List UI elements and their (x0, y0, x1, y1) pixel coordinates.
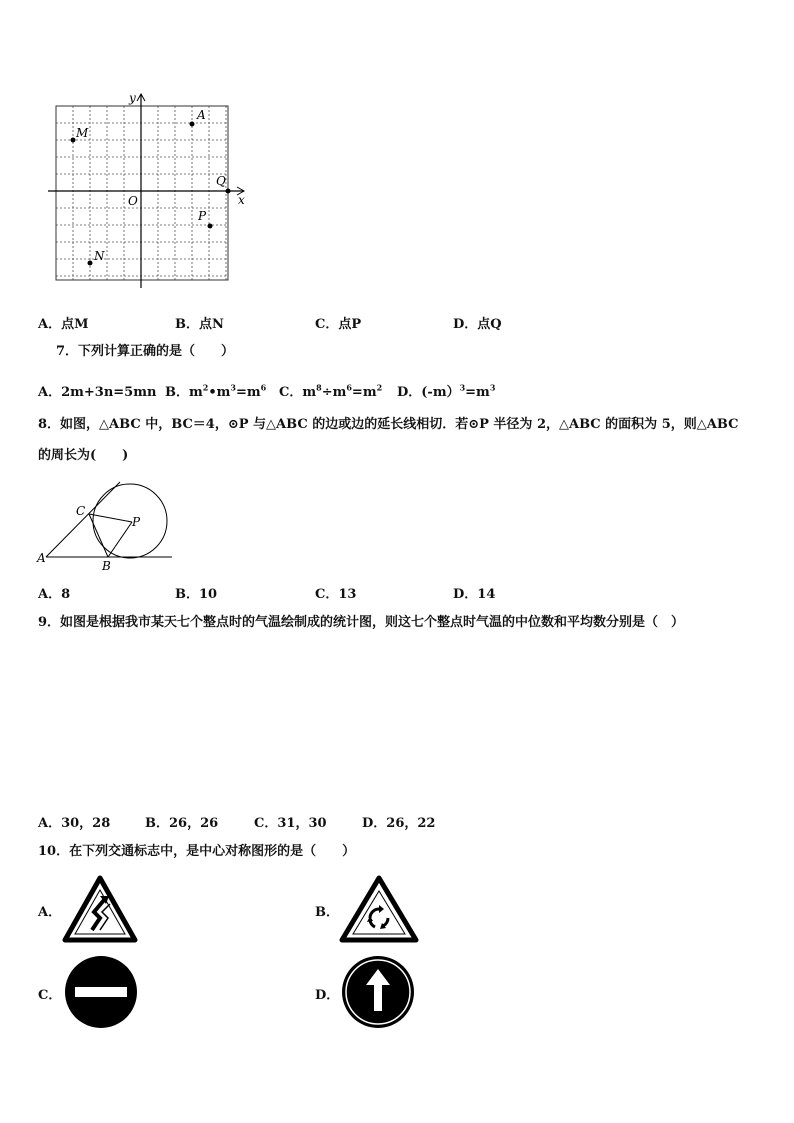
q6-option-d[interactable]: D．点Q (453, 317, 502, 332)
q7-option-c[interactable]: C．$m^8\div m^6=m^2$ (279, 382, 383, 400)
q6-option-c[interactable]: C．点P (315, 317, 362, 332)
q7-option-b[interactable]: B．$m^2•m^3=m^6$ (165, 382, 267, 400)
q9-chart-placeholder (38, 640, 738, 800)
q9-option-c[interactable]: C．31，30 (254, 816, 327, 831)
q10-option-b-label[interactable]: B． (315, 905, 339, 920)
q7-option-a[interactable]: A．2m+3n=5mn (38, 385, 157, 400)
q9-option-d[interactable]: D．26，22 (362, 816, 436, 831)
point-p (208, 224, 213, 229)
q8-option-d[interactable]: D．14 (453, 587, 496, 602)
q8-option-a[interactable]: A．8 (38, 587, 71, 602)
q8-stem-line1: 8．如图，△ABC 中，BC＝4，⊙P 与△ABC 的边或边的延长线相切．若⊙P 半径为 2，△ABC 的面积为 5，则△ABC (38, 417, 739, 432)
point-n-label: N (94, 249, 105, 263)
q9-option-b[interactable]: B．26，26 (145, 816, 219, 831)
q6-option-b[interactable]: B．点N (175, 317, 224, 332)
q10-stem: 10．在下列交通标志中，是中心对称图形的是（ ） (38, 844, 356, 859)
point-q-label: Q (216, 174, 226, 188)
center-p-label: P (132, 515, 141, 529)
point-a (190, 122, 195, 127)
q9-option-a[interactable]: A．30，28 (38, 816, 111, 831)
q10-option-d-label[interactable]: D． (315, 988, 340, 1003)
point-a-label: A (197, 108, 206, 122)
q7-option-d[interactable]: D．$(-m)^3=m^3$ (397, 382, 496, 400)
point-m-label: M (76, 126, 89, 140)
coordinate-grid-figure (40, 88, 260, 298)
x-axis-label: x (238, 193, 245, 207)
vertex-a-label: A (37, 551, 46, 565)
y-axis-label: y (129, 91, 136, 105)
q8-option-b[interactable]: B．10 (175, 587, 218, 602)
q9-stem: 9．如图是根据我市某天七个整点时的气温绘制成的统计图，则这七个整点时气温的中位数和平均数分别是（ ） (38, 615, 685, 630)
vertex-b-label: B (102, 559, 111, 573)
point-q (226, 189, 231, 194)
q10-option-a-label[interactable]: A． (38, 905, 62, 920)
triangle-circle-figure (36, 478, 181, 574)
no-entry-sign-icon[interactable] (62, 955, 140, 1029)
origin-label: O (128, 194, 138, 208)
straight-ahead-sign-icon[interactable] (340, 955, 416, 1029)
q6-option-a[interactable]: A．点M (38, 317, 89, 332)
circle-p (93, 484, 167, 558)
vertex-c-label: C (76, 504, 86, 518)
q8-option-c[interactable]: C．13 (315, 587, 357, 602)
q8-stem-line2: 的周长为( ) (38, 448, 129, 463)
roundabout-sign-icon[interactable] (339, 874, 419, 944)
q7-stem: 7．下列计算正确的是（ ） (56, 344, 235, 359)
point-n (88, 261, 93, 266)
point-p-label: P (198, 209, 207, 223)
q10-option-c-label[interactable]: C． (38, 988, 62, 1003)
point-m (71, 138, 76, 143)
winding-road-sign-icon[interactable] (62, 874, 138, 944)
